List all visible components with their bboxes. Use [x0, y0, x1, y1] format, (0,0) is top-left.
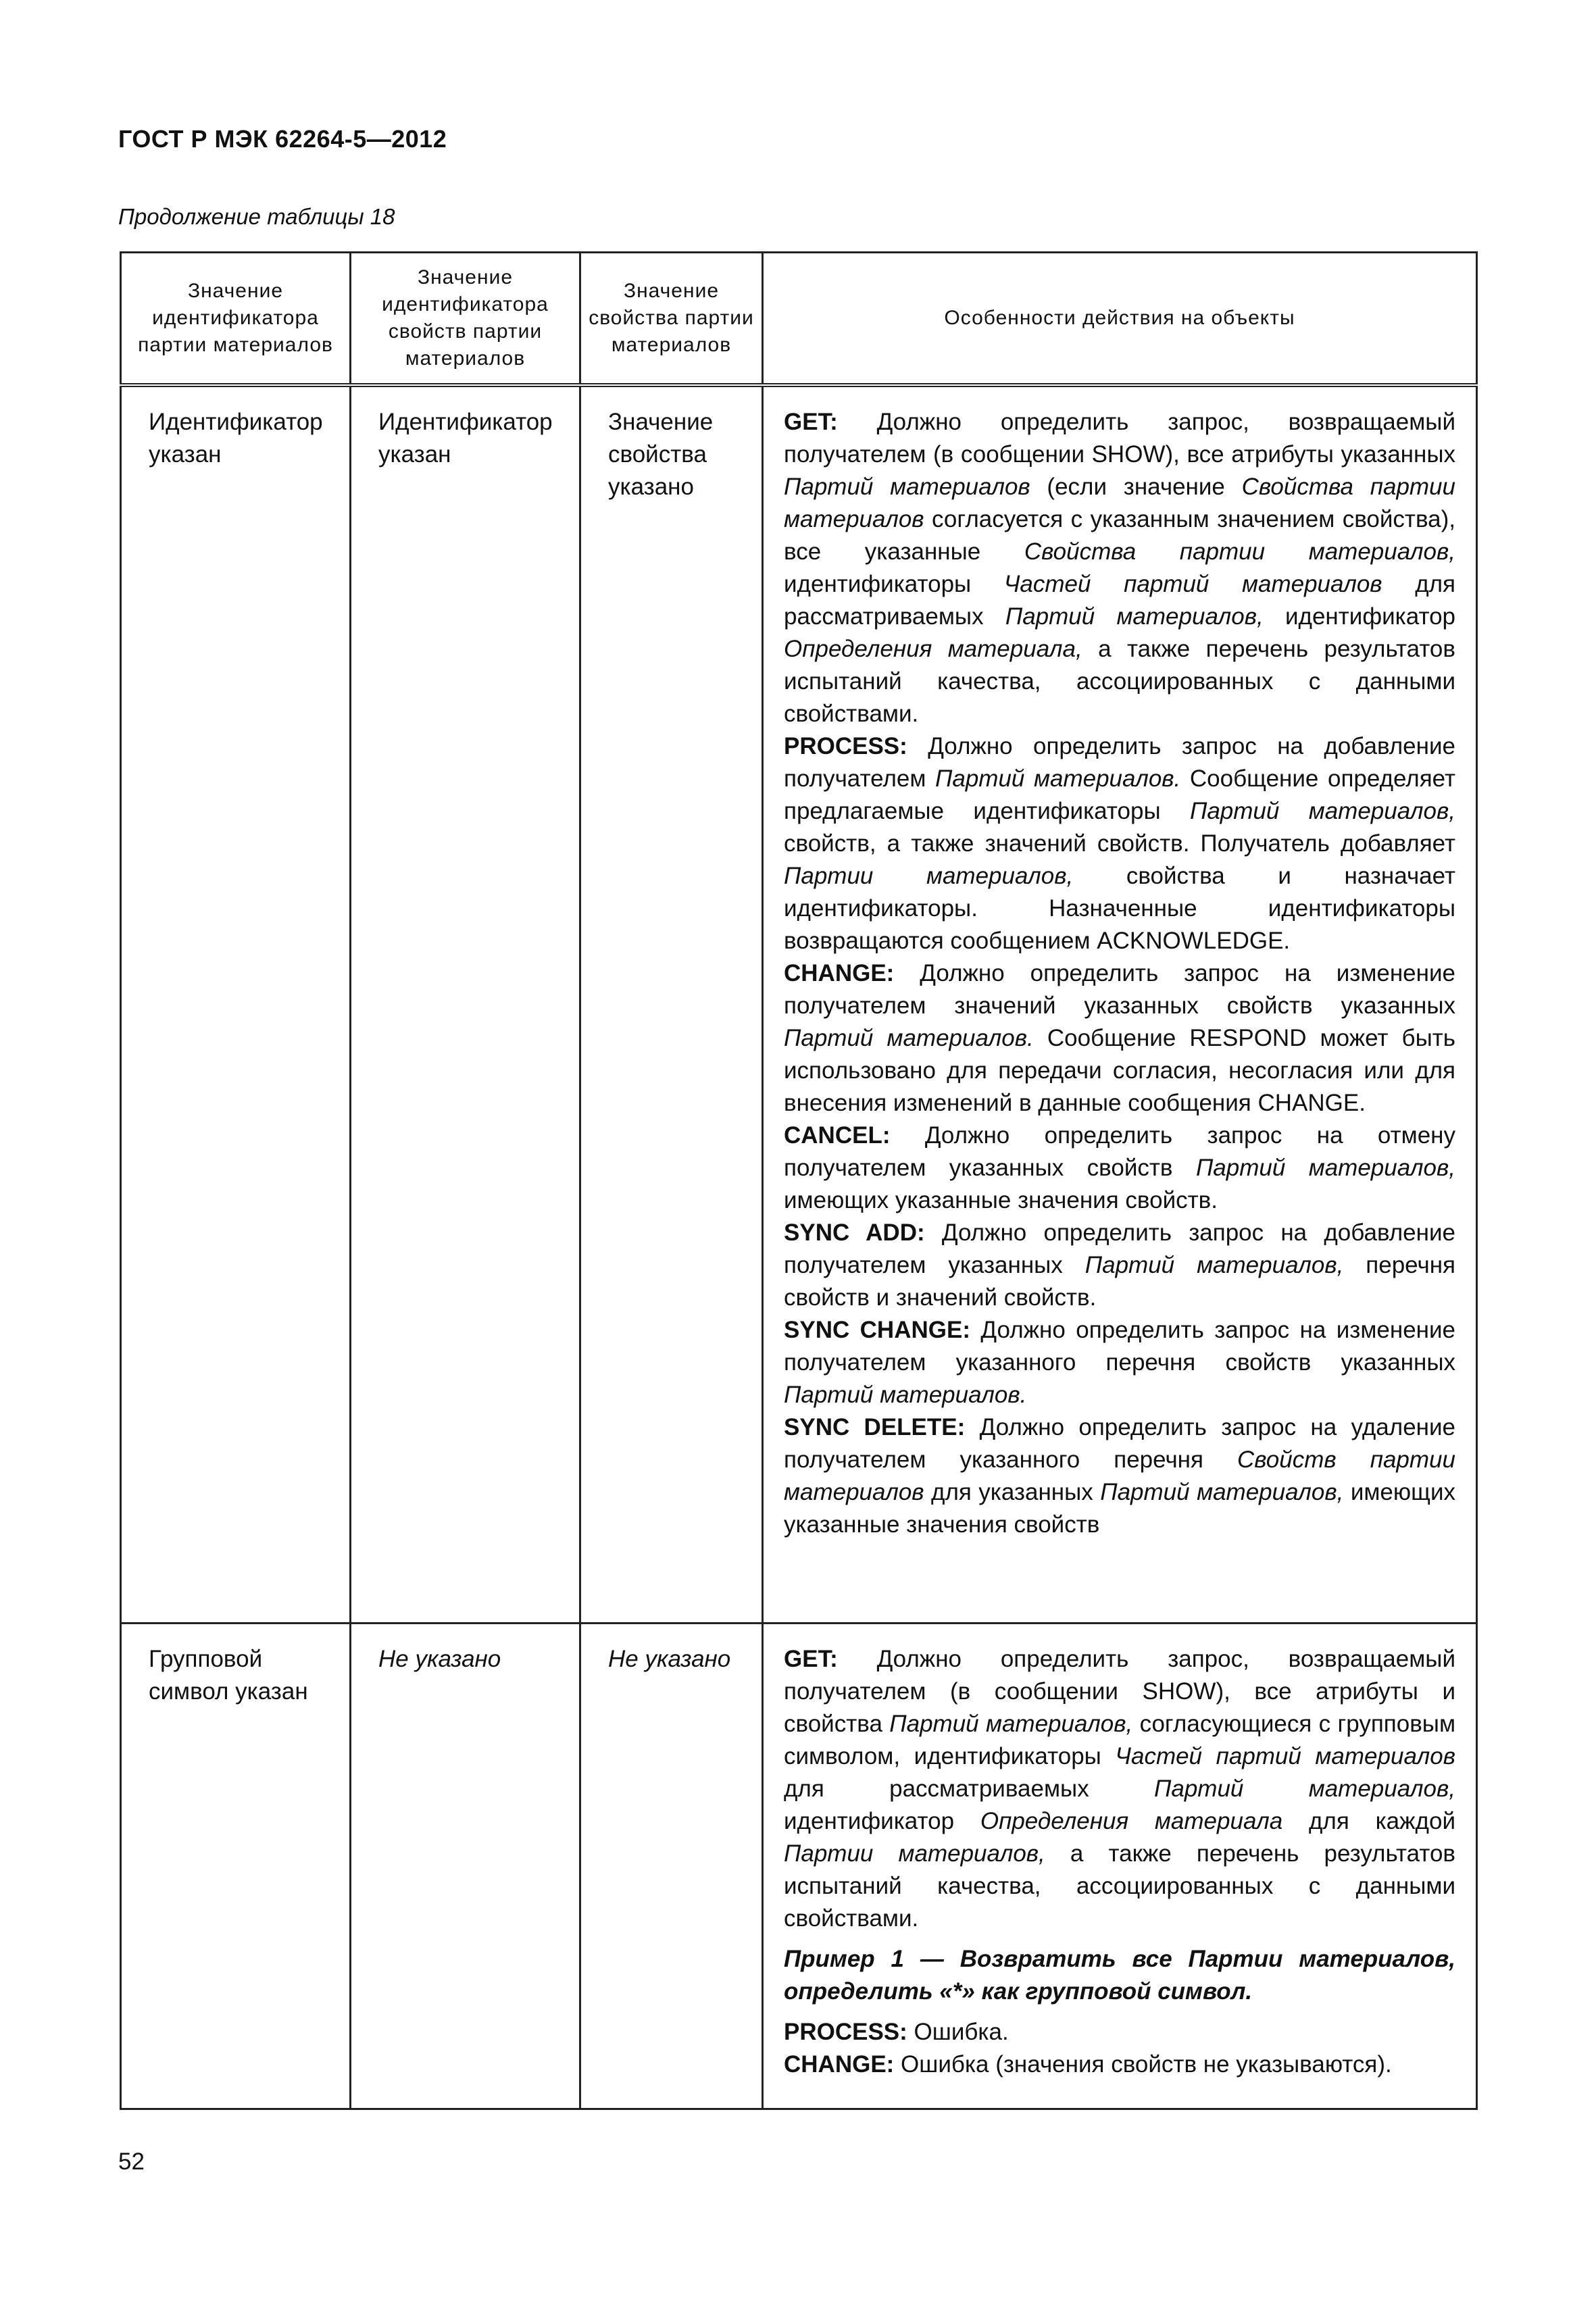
sync-change-paragraph: SYNC CHANGE: Должно определить запрос на изменение получателем указанного перечня свойств указанных Партий материалов.: [784, 1317, 1456, 1408]
table-header-row: [121, 253, 1477, 386]
page-number: 52: [118, 2148, 145, 2175]
column-header-actions: Особенности действия на объекты: [763, 253, 1477, 386]
cancel-paragraph: CANCEL: Должно определить запрос на отмену получателем указанных свойств Партий материалов, имеющих указанные значения свойств.: [784, 1122, 1455, 1213]
change-paragraph: CHANGE: Ошибка (значения свойств не указываются).: [784, 2051, 1392, 2078]
cell-property-id: Идентификатор указан: [351, 385, 580, 1623]
cell-actions: [763, 385, 1477, 1623]
column-header-property-value: Значение свойства партии материалов: [580, 253, 763, 386]
cell-actions: [763, 1623, 1477, 2109]
sync-delete-paragraph: SYNC DELETE: Должно определить запрос на удаление получателем указанного перечня Свойств партии материалов для указанных Партий материалов, имеющих указанные значения свойств: [784, 1414, 1455, 1538]
column-header-property-id: Значение идентификатора свойств партии материалов: [351, 253, 580, 386]
sync-add-paragraph: SYNC ADD: Должно определить запрос на добавление получателем указанных Партий материалов, перечня свойств и значений свойств.: [784, 1219, 1455, 1311]
table-caption: Продолжение таблицы 18: [118, 204, 395, 229]
cell-property-value: Не указано: [580, 1623, 763, 2109]
table-row: [121, 385, 1477, 1623]
process-paragraph: PROCESS: Должно определить запрос на добавление получателем Партий материалов. Сообщение определяет предлагаемые идентификаторы Партий материалов, свойств, а также значений свойств. Получатель добавляет Партии материалов, свойства и назначает идентификаторы. Назначенные идентификаторы возвращаются сообщением ACKNOWLEDGE.: [784, 733, 1455, 954]
cell-batch-id: Групповой символ указан: [121, 1623, 351, 2109]
get-paragraph: GET: Должно определить запрос, возвращаемый получателем (в сообщении SHOW), все атрибуты указанных Партий материалов (если значение Свойства партии материалов согласуется с указанным значением свойства), все указанные Свойства партии материалов, идентификаторы Частей партий материалов для рассматриваемых Партий материалов, идентификатор Определения материала, а также перечень результатов испытаний качества, ассоциированных с данными свойствами.: [784, 409, 1456, 727]
column-header-batch-id: Значение идентификатора партии материалов: [121, 253, 351, 386]
cell-property-value: Значение свойства указано: [580, 385, 763, 1623]
change-paragraph: CHANGE: Должно определить запрос на изменение получателем значений указанных свойств указанных Партий материалов. Сообщение RESPOND может быть использовано для передачи согласия, несогласия или для внесения изменений в данные сообщения CHANGE.: [784, 960, 1455, 1116]
get-paragraph: GET: Должно определить запрос, возвращаемый получателем (в сообщении SHOW), все атрибуты и свойства Партий материалов, согласующиеся с групповым символом, идентификаторы Частей партий материалов для рассматриваемых Партий материалов, идентификатор Определения материала для каждой Партии материалов, а также перечень результатов испытаний качества, ассоциированных с данными свойствами.: [784, 1645, 1456, 1932]
process-paragraph: PROCESS: Ошибка.: [784, 2018, 1009, 2045]
table-row: [121, 1623, 1477, 2109]
document-title: ГОСТ Р МЭК 62264-5—2012: [118, 125, 447, 153]
cell-batch-id: Идентификатор указан: [121, 385, 351, 1623]
actions-description: [764, 1624, 1476, 2108]
example-paragraph: Пример 1 — Возвратить все Партии материалов, определить «*» как групповой символ.: [784, 1945, 1455, 2005]
actions-description: [764, 387, 1476, 1568]
cell-property-id: Не указано: [351, 1623, 580, 2109]
data-table: [120, 251, 1478, 2110]
